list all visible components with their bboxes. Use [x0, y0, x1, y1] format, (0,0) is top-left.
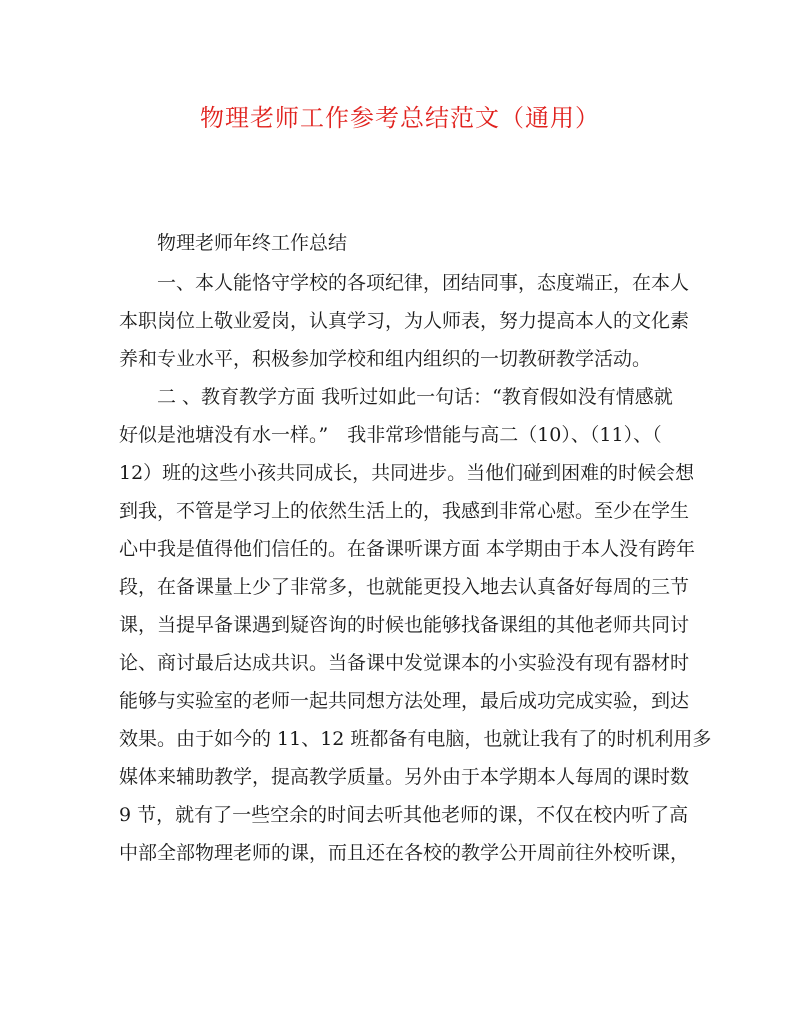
document-title: 物理老师工作参考总结范文（通用）: [200, 104, 600, 132]
body-text-line: 效果。由于如今的 11、12 班都备有电脑，也就让我有了的时机利用多: [119, 728, 712, 750]
document-body: [119, 224, 712, 872]
body-text-line: 课，当提早备课遇到疑咨询的时候也能够找备课组的其他老师共同讨: [119, 614, 690, 636]
body-text-line: 能够与实验室的老师一起共同想方法处理，最后成功完成实验，到达: [119, 690, 690, 712]
body-text-line: 媒体来辅助教学，提高教学质量。另外由于本学期本人每周的课时数: [119, 766, 690, 788]
body-text-line: 二 、教育教学方面 我听过如此一句话：“教育假如没有情感就: [157, 386, 673, 408]
body-text-line: 12）班的这些小孩共同成长，共同进步。当他们碰到困难的时候会想: [119, 462, 695, 484]
body-text-line: 中部全部物理老师的课，而且还在各校的教学公开周前往外校听课，: [119, 842, 690, 864]
document-subtitle: 物理老师年终工作总结: [157, 232, 348, 254]
body-text-line: 到我，不管是学习上的依然生活上的，我感到非常心慰。至少在学生: [119, 500, 690, 522]
body-text-line: 本职岗位上敬业爱岗，认真学习，为人师表，努力提高本人的文化素: [119, 310, 690, 332]
body-text-line: 9 节，就有了一些空余的时间去听其他老师的课，不仅在校内听了高: [119, 804, 689, 826]
body-text-line: 论、商讨最后达成共识。当备课中发觉课本的小实验没有现有器材时: [119, 652, 690, 674]
body-text-line: 养和专业水平，积极参加学校和组内组织的一切教研教学活动。: [119, 348, 652, 370]
body-text-line: 好似是池塘没有水一样。” 我非常珍惜能与高二（10）、（11）、（: [119, 424, 662, 446]
body-text-line: 一、本人能恪守学校的各项纪律，团结同事，态度端正，在本人: [157, 272, 690, 294]
body-text-line: 段，在备课量上少了非常多，也就能更投入地去认真备好每周的三节: [119, 576, 690, 598]
body-text-line: 心中我是值得他们信任的。在备课听课方面 本学期由于本人没有跨年: [119, 538, 696, 560]
body-lines: [119, 264, 712, 872]
